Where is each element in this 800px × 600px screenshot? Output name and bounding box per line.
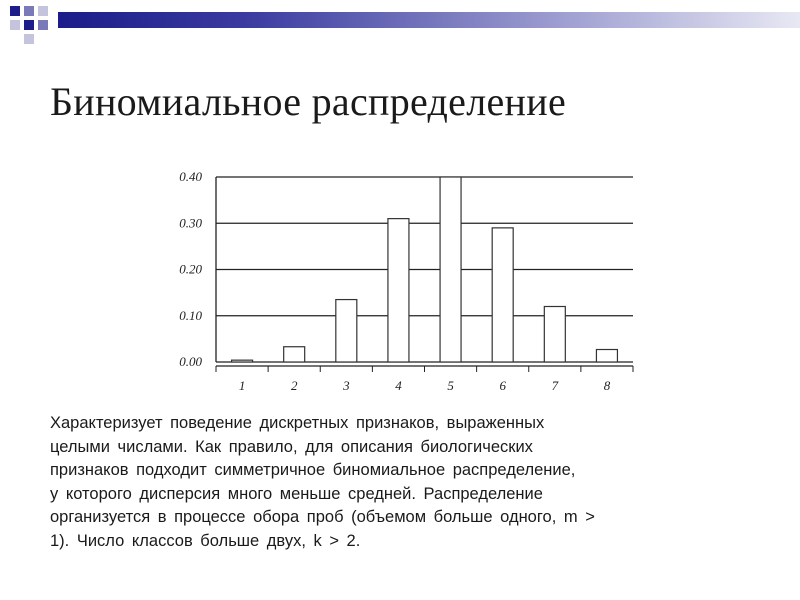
slide-title: Биномиальное распределение (50, 79, 567, 124)
body-line: целыми числами. Как правило, для описания биологических (50, 437, 533, 456)
bar (336, 300, 357, 362)
x-tick-label: 6 (499, 378, 506, 393)
x-tick-label: 8 (603, 378, 611, 393)
slide-body-text (50, 412, 770, 553)
x-tick-label: 7 (551, 378, 559, 393)
y-tick-label: 0.40 (179, 169, 202, 184)
bar (440, 177, 461, 362)
x-tick-label: 1 (238, 378, 246, 393)
y-tick-label: 0.20 (179, 261, 202, 277)
body-line: организуется в процессе обора проб (объемом больше одного, m > (50, 508, 595, 526)
bar (284, 347, 305, 362)
y-tick-label: 0.10 (179, 307, 202, 323)
bar (232, 360, 253, 362)
body-line: у которого дисперсия много меньше средней. Распределение (50, 484, 543, 503)
y-tick-label: 0.30 (179, 215, 202, 231)
x-tick-label: 4 (395, 378, 402, 393)
bar (492, 228, 513, 362)
body-line: Характеризует поведение дискретных признаков, выраженных (50, 414, 545, 432)
body-line: 1). Число классов больше двух, k > 2. (50, 531, 361, 550)
body-line: признаков подходит симметричное биномиальное распределение, (50, 461, 576, 479)
bar (544, 307, 565, 363)
bar (388, 219, 409, 362)
x-tick-label: 2 (290, 378, 298, 393)
x-tick-label: 3 (343, 378, 350, 393)
bar (596, 350, 617, 362)
y-tick-label: 0.00 (179, 354, 202, 369)
x-tick-label: 5 (447, 378, 454, 393)
